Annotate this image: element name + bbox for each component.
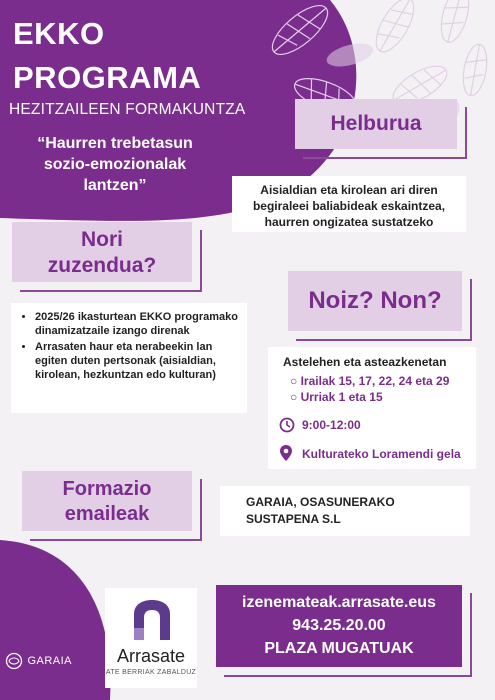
arrasate-logo-mark	[131, 598, 173, 642]
garaia-logo	[5, 652, 72, 670]
quote-line-1: “Haurren trebetasun	[37, 135, 193, 152]
helburua-text	[232, 176, 466, 232]
noiz-date-item	[290, 373, 449, 389]
formazio-heading	[22, 471, 192, 531]
formazio-heading-line-2: emaileak	[64, 503, 150, 525]
title-line-1: EKKO	[13, 16, 105, 51]
nori-heading	[12, 222, 192, 282]
noiz-heading: Noiz? Non?	[288, 271, 462, 331]
noiz-dates	[290, 373, 449, 405]
formazio-text	[220, 486, 470, 536]
formazio-heading-line-1: Formazio	[62, 478, 152, 500]
contact-note: PLAZA MUGATUAK	[264, 640, 414, 657]
helburua-text-line-2: begiraleei baliabideak eskaintzea,	[252, 199, 446, 213]
noiz-date-item	[290, 389, 449, 405]
formazio-text-line-2: SUSTAPENA S.L	[246, 512, 341, 526]
noiz-place: Kulturateko Loramendi gela	[302, 447, 461, 461]
circle-bullet-icon: ○	[290, 390, 301, 404]
noiz-days: Astelehen eta asteazkenetan	[283, 355, 447, 369]
garaia-label: GARAIA	[27, 655, 73, 667]
nori-list-item: • 2025/26 ikasturtean EKKO programako dinamizatzaile izango direnak	[35, 310, 241, 338]
noiz-date-text: Irailak 15, 17, 22, 24 eta 29	[300, 374, 450, 388]
garaia-logo-icon	[5, 652, 23, 670]
subtitle: HEZITZAILEEN FORMAKUNTZA	[9, 101, 246, 118]
formazio-text-line-1: GARAIA, OSASUNERAKO	[246, 495, 395, 509]
arrasate-label: Arrasate	[116, 646, 186, 666]
quote-line-2: sozio-emozionalak	[43, 156, 187, 173]
title-line-2: PROGRAMA	[13, 60, 202, 95]
helburua-heading: Helburua	[295, 99, 457, 149]
nori-list	[19, 310, 241, 382]
noiz-box	[268, 347, 476, 469]
nori-heading-line-2: zuzendua?	[47, 254, 157, 277]
quote	[10, 133, 220, 196]
arrasate-logo-card	[105, 588, 197, 688]
helburua-text-line-1: Aisialdian eta kirolean ari diren	[260, 183, 438, 197]
bottom-purple-blob	[0, 540, 110, 700]
clock-icon	[279, 417, 295, 433]
contact-phone: 943.25.20.00	[292, 617, 386, 634]
nori-list-box	[11, 303, 247, 413]
circle-bullet-icon: ○	[290, 374, 301, 388]
nori-heading-line-1: Nori	[81, 228, 123, 251]
noiz-time: 9:00-12:00	[302, 418, 361, 432]
noiz-date-text: Urriak 1 eta 15	[300, 390, 383, 404]
contact-web: izenemateak.arrasate.eus	[242, 594, 436, 611]
quote-line-3: lantzen”	[83, 177, 147, 194]
arrasate-tagline: ATE BERRIAK ZABALDUZ	[105, 669, 197, 676]
location-pin-icon	[279, 444, 293, 462]
nori-list-item: • Arrasaten haur eta nerabeekin lan egiten duten pertsonak (aisialdian, kirolean, hezkuntzan edo kulturan)	[35, 340, 241, 382]
contact-box	[216, 585, 462, 667]
helburua-text-line-3: haurren ongizatea sustatzeko	[264, 215, 434, 229]
